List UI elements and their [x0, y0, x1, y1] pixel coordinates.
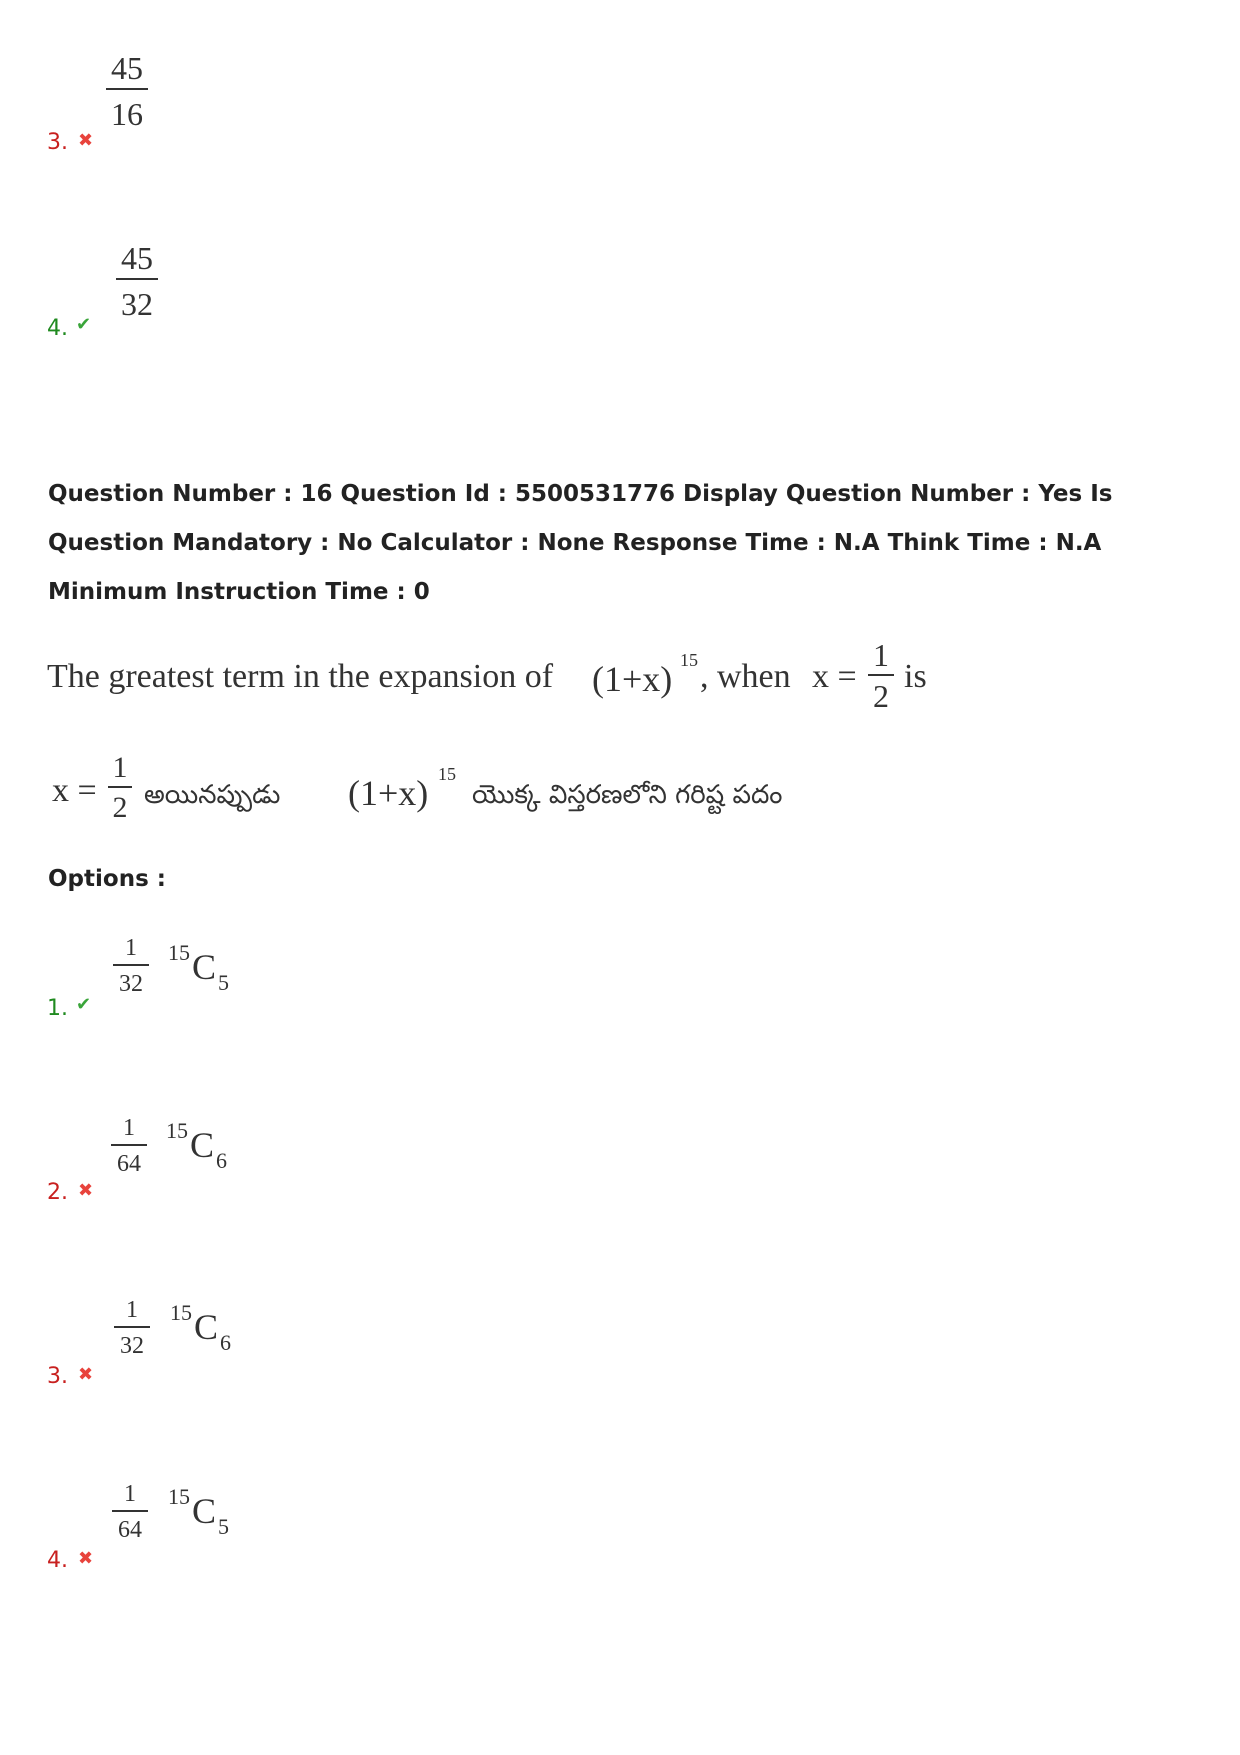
option-number: 3. [47, 130, 68, 155]
combination-n: 15 [168, 940, 190, 965]
option-fraction [106, 48, 148, 138]
denominator: 32 [121, 286, 153, 322]
question-exponent: 15 [680, 650, 698, 670]
telugu-base: (1+x) [348, 773, 429, 813]
question-fraction [868, 636, 894, 716]
combination-letter: C [192, 1491, 217, 1531]
denominator: 64 [117, 1151, 141, 1177]
denominator: 64 [118, 1517, 142, 1543]
question-x-equals: x = [812, 658, 857, 695]
wrong-icon: ✖ [78, 1548, 94, 1569]
question-meta: Question Number : 16 Question Id : 5500531776 Display Question Number : Yes Is Question Mandatory : No Calculator : None Response Time : N.A Think Time : N.A Minimum Instruction Time : 0 [48, 481, 1113, 605]
check-icon: ✔ [76, 314, 92, 335]
combination-letter: C [194, 1307, 219, 1347]
combination-letter: C [190, 1125, 215, 1165]
option-fraction [112, 1478, 148, 1548]
numerator: 1 [112, 751, 128, 784]
option-number: 4. [47, 1548, 68, 1573]
combination-n: 15 [166, 1118, 188, 1143]
question-prefix: The greatest term in the expansion of [47, 658, 554, 695]
telugu-word-when: అయినప్పుడు [144, 780, 281, 810]
combination-r: 6 [216, 1148, 227, 1173]
combination-r: 5 [218, 1514, 229, 1539]
denominator: 16 [111, 96, 143, 132]
numerator: 45 [121, 240, 153, 276]
option-number: 1. [47, 996, 68, 1021]
numerator: 1 [873, 637, 889, 673]
numerator: 45 [111, 50, 143, 86]
combination-r: 5 [218, 970, 229, 995]
option-fraction [114, 1294, 150, 1364]
numerator: 1 [126, 1297, 138, 1323]
option-fraction [116, 238, 158, 328]
numerator: 1 [124, 1481, 136, 1507]
wrong-icon: ✖ [78, 1364, 94, 1385]
combination-n: 15 [170, 1300, 192, 1325]
combination-n: 15 [168, 1484, 190, 1509]
telugu-x-equals: x = [52, 772, 97, 809]
option-fraction [113, 932, 149, 1002]
option-number: 3. [47, 1364, 68, 1389]
telugu-exponent: 15 [438, 764, 456, 784]
telugu-fraction [108, 750, 132, 828]
combination-r: 6 [220, 1330, 231, 1355]
telugu-word-greatest-term: యొక్క విస్తరణలోని గరిష్ట పదం [472, 780, 783, 810]
option-number: 4. [47, 316, 68, 341]
question-base: (1+x) [592, 659, 673, 699]
option-number: 2. [47, 1180, 68, 1205]
wrong-icon: ✖ [78, 130, 94, 151]
numerator: 1 [123, 1115, 135, 1141]
numerator: 1 [125, 935, 137, 961]
wrong-icon: ✖ [78, 1180, 94, 1201]
question-when: , when [700, 658, 791, 695]
check-icon: ✔ [76, 994, 92, 1015]
options-label: Options : [48, 866, 166, 892]
combination-letter: C [192, 947, 217, 987]
denominator: 32 [119, 971, 143, 997]
denominator: 32 [120, 1333, 144, 1359]
denominator: 2 [873, 678, 889, 714]
question-suffix: is [904, 658, 927, 695]
option-fraction [111, 1112, 147, 1182]
denominator: 2 [112, 791, 128, 824]
